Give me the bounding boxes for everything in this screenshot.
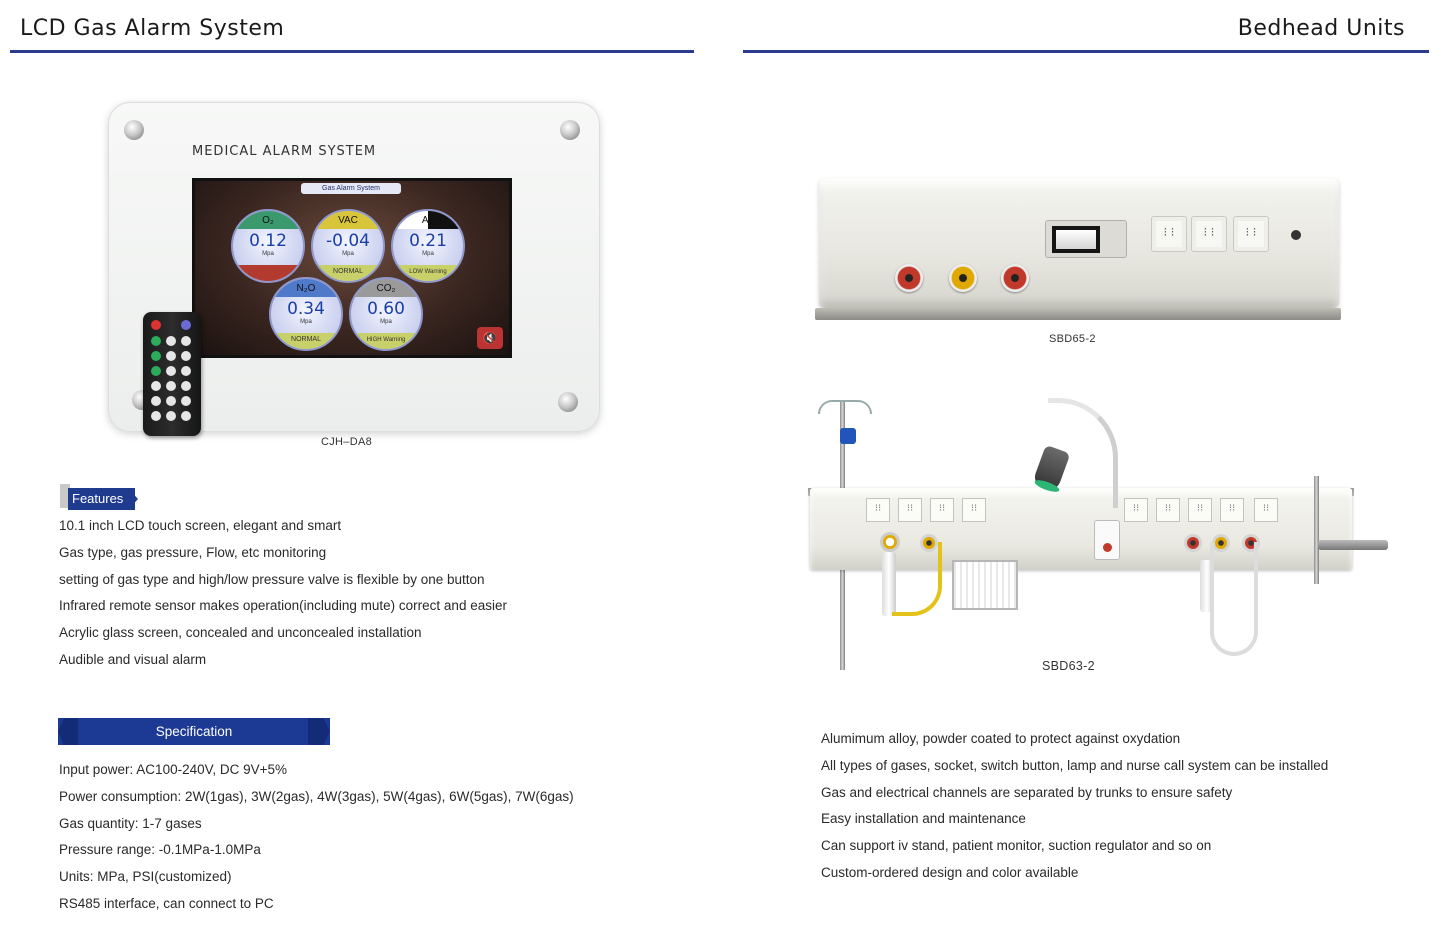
storage-basket [952, 560, 1018, 610]
remote-key-icon [181, 336, 191, 346]
gauge-gas-label: O₂ [233, 211, 303, 229]
tag-arrow-icon [128, 488, 138, 510]
gauge-o2 [231, 209, 305, 283]
list-item: Audible and visual alarm [59, 651, 207, 667]
gauge-value: 0.60 [367, 299, 405, 319]
list-item: Pressure range: -0.1MPa-1.0MPa [59, 842, 261, 858]
product-caption-sbd65-2: SBD65-2 [1049, 333, 1096, 345]
list-item: Input power: AC100-240V, DC 9V+5% [59, 762, 288, 777]
remote-key-icon [166, 366, 176, 376]
power-socket-icon [962, 498, 986, 522]
gauge-value: 0.21 [409, 231, 447, 251]
list-item: Acrylic glass screen, concealed and unconcealed installation [59, 625, 422, 641]
list-item: Gas and electrical channels are separated by trunks to ensure safety [821, 784, 1233, 800]
remote-key-icon [166, 381, 176, 391]
list-item: Gas quantity: 1-7 gases [59, 815, 202, 831]
gas-outlet-icon [895, 264, 923, 292]
right-title-rule [743, 50, 1429, 53]
right-page-title: Bedhead Units [1237, 16, 1405, 41]
left-page-title: LCD Gas Alarm System [20, 16, 285, 41]
remote-key-icon [166, 336, 176, 346]
gas-outlet-icon [1001, 264, 1029, 292]
power-socket-icon [866, 498, 890, 522]
gauge-n2o [269, 277, 343, 351]
mute-icon: 🔇 [477, 327, 503, 349]
gauge-unit: Mpa [380, 319, 392, 325]
remote-key-icon [181, 351, 191, 361]
side-pole [1314, 476, 1319, 584]
monitor-arm [1318, 540, 1388, 550]
bedhead-unit-sbd63-2-image [808, 392, 1398, 674]
remote-key-icon [181, 411, 191, 421]
remote-key-icon [151, 381, 161, 391]
power-socket-icon [1188, 498, 1212, 522]
gauge-gas-label: VAC [313, 211, 383, 229]
list-item: Infrared remote sensor makes operation(including mute) correct and easier [59, 598, 507, 614]
list-item: Custom-ordered design and color available [821, 864, 1079, 880]
power-socket-icon [1233, 216, 1269, 252]
remote-key-icon [166, 396, 176, 406]
lcd-screen [192, 178, 512, 358]
display-screen [1052, 226, 1100, 253]
screen-title: Gas Alarm System [301, 183, 401, 194]
bedhead-description-list [821, 726, 1328, 887]
remote-key-icon [151, 351, 161, 361]
gauge-gas-label: N₂O [271, 279, 341, 297]
panel-label: MEDICAL ALARM SYSTEM [192, 144, 377, 159]
remote-key-icon [181, 381, 191, 391]
menu-button-icon [181, 320, 191, 330]
screw-icon [560, 120, 580, 140]
power-button-icon [151, 320, 161, 330]
alarm-display [1045, 220, 1127, 258]
gauge-value: -0.04 [326, 231, 370, 251]
gauge-gas-label: CO₂ [351, 279, 421, 297]
unit-housing [819, 178, 1339, 308]
remote-control-image [143, 312, 201, 436]
remote-key-icon [181, 366, 191, 376]
specification-label: Specification [155, 724, 233, 739]
gauge-status: LOW Warning [393, 265, 463, 281]
list-item: Can support iv stand, patient monitor, suction regulator and so on [821, 838, 1212, 854]
remote-key-icon [166, 351, 176, 361]
left-title-rule [10, 50, 694, 53]
remote-key-icon [181, 396, 191, 406]
product-caption-sbd63-2: SBD63-2 [1042, 659, 1095, 673]
gauge-gas-label: Air [393, 211, 463, 229]
gauge-status: NORMAL [313, 265, 383, 281]
specification-banner [58, 718, 330, 745]
gauge-unit: Mpa [300, 319, 312, 325]
gauge-value: 0.34 [287, 299, 325, 319]
list-item: Easy installation and maintenance [821, 811, 1026, 827]
list-item: Power consumption: 2W(1gas), 3W(2gas), 4W(3gas), 5W(4gas), 6W(5gas), 7W(6gas) [59, 788, 574, 804]
list-item: Gas type, gas pressure, Flow, etc monitoring [59, 544, 327, 560]
switch-icon [1254, 498, 1278, 522]
power-socket-icon [1156, 498, 1180, 522]
nurse-call-icon [1094, 520, 1120, 560]
product-caption-cjh-da8: CJH–DA8 [321, 436, 373, 448]
gauge-co2 [349, 277, 423, 351]
unit-base [815, 308, 1341, 320]
remote-key-icon [151, 411, 161, 421]
jack-icon [1291, 230, 1301, 240]
list-item: Units: MPa, PSI(customized) [59, 869, 232, 885]
remote-key-icon [151, 336, 161, 346]
power-socket-icon [1124, 498, 1148, 522]
remote-key-icon [151, 396, 161, 406]
switch-icon [1151, 216, 1187, 252]
gauge-vac [311, 209, 385, 283]
remote-key-icon [166, 411, 176, 421]
remote-key-icon [151, 366, 161, 376]
screw-icon [558, 392, 578, 412]
list-item: 10.1 inch LCD touch screen, elegant and smart [59, 518, 342, 533]
gauge-status: NORMAL [271, 333, 341, 349]
bedhead-unit-sbd65-2-image [815, 172, 1345, 320]
specification-list [59, 757, 574, 918]
features-list [59, 513, 507, 674]
suction-hose [1210, 542, 1258, 656]
list-item: Alumimum alloy, powder coated to protect against oxydation [821, 731, 1181, 746]
iv-hook-icon [818, 400, 872, 414]
power-socket-icon [898, 498, 922, 522]
list-item: setting of gas type and high/low pressure valve is flexible by one button [59, 571, 485, 587]
gauge-unit: Mpa [422, 251, 434, 257]
gauge-value: 0.12 [249, 231, 287, 251]
gauge-unit: Mpa [262, 251, 274, 257]
screw-icon [124, 120, 144, 140]
gauge-unit: Mpa [342, 251, 354, 257]
list-item: All types of gases, socket, switch button, lamp and nurse call system can be installed [821, 757, 1329, 773]
gas-outlet-icon [949, 264, 977, 292]
power-socket-icon [1220, 498, 1244, 522]
power-socket-icon [1191, 216, 1227, 252]
gas-outlet-icon [1184, 534, 1202, 552]
gauge-air [391, 209, 465, 283]
yellow-hose [892, 542, 942, 616]
iv-clamp-icon [840, 428, 856, 444]
features-label: Features [68, 488, 135, 510]
list-item: RS485 interface, can connect to PC [59, 895, 274, 911]
power-socket-icon [930, 498, 954, 522]
gauge-status: HIGH Warning [351, 333, 421, 349]
